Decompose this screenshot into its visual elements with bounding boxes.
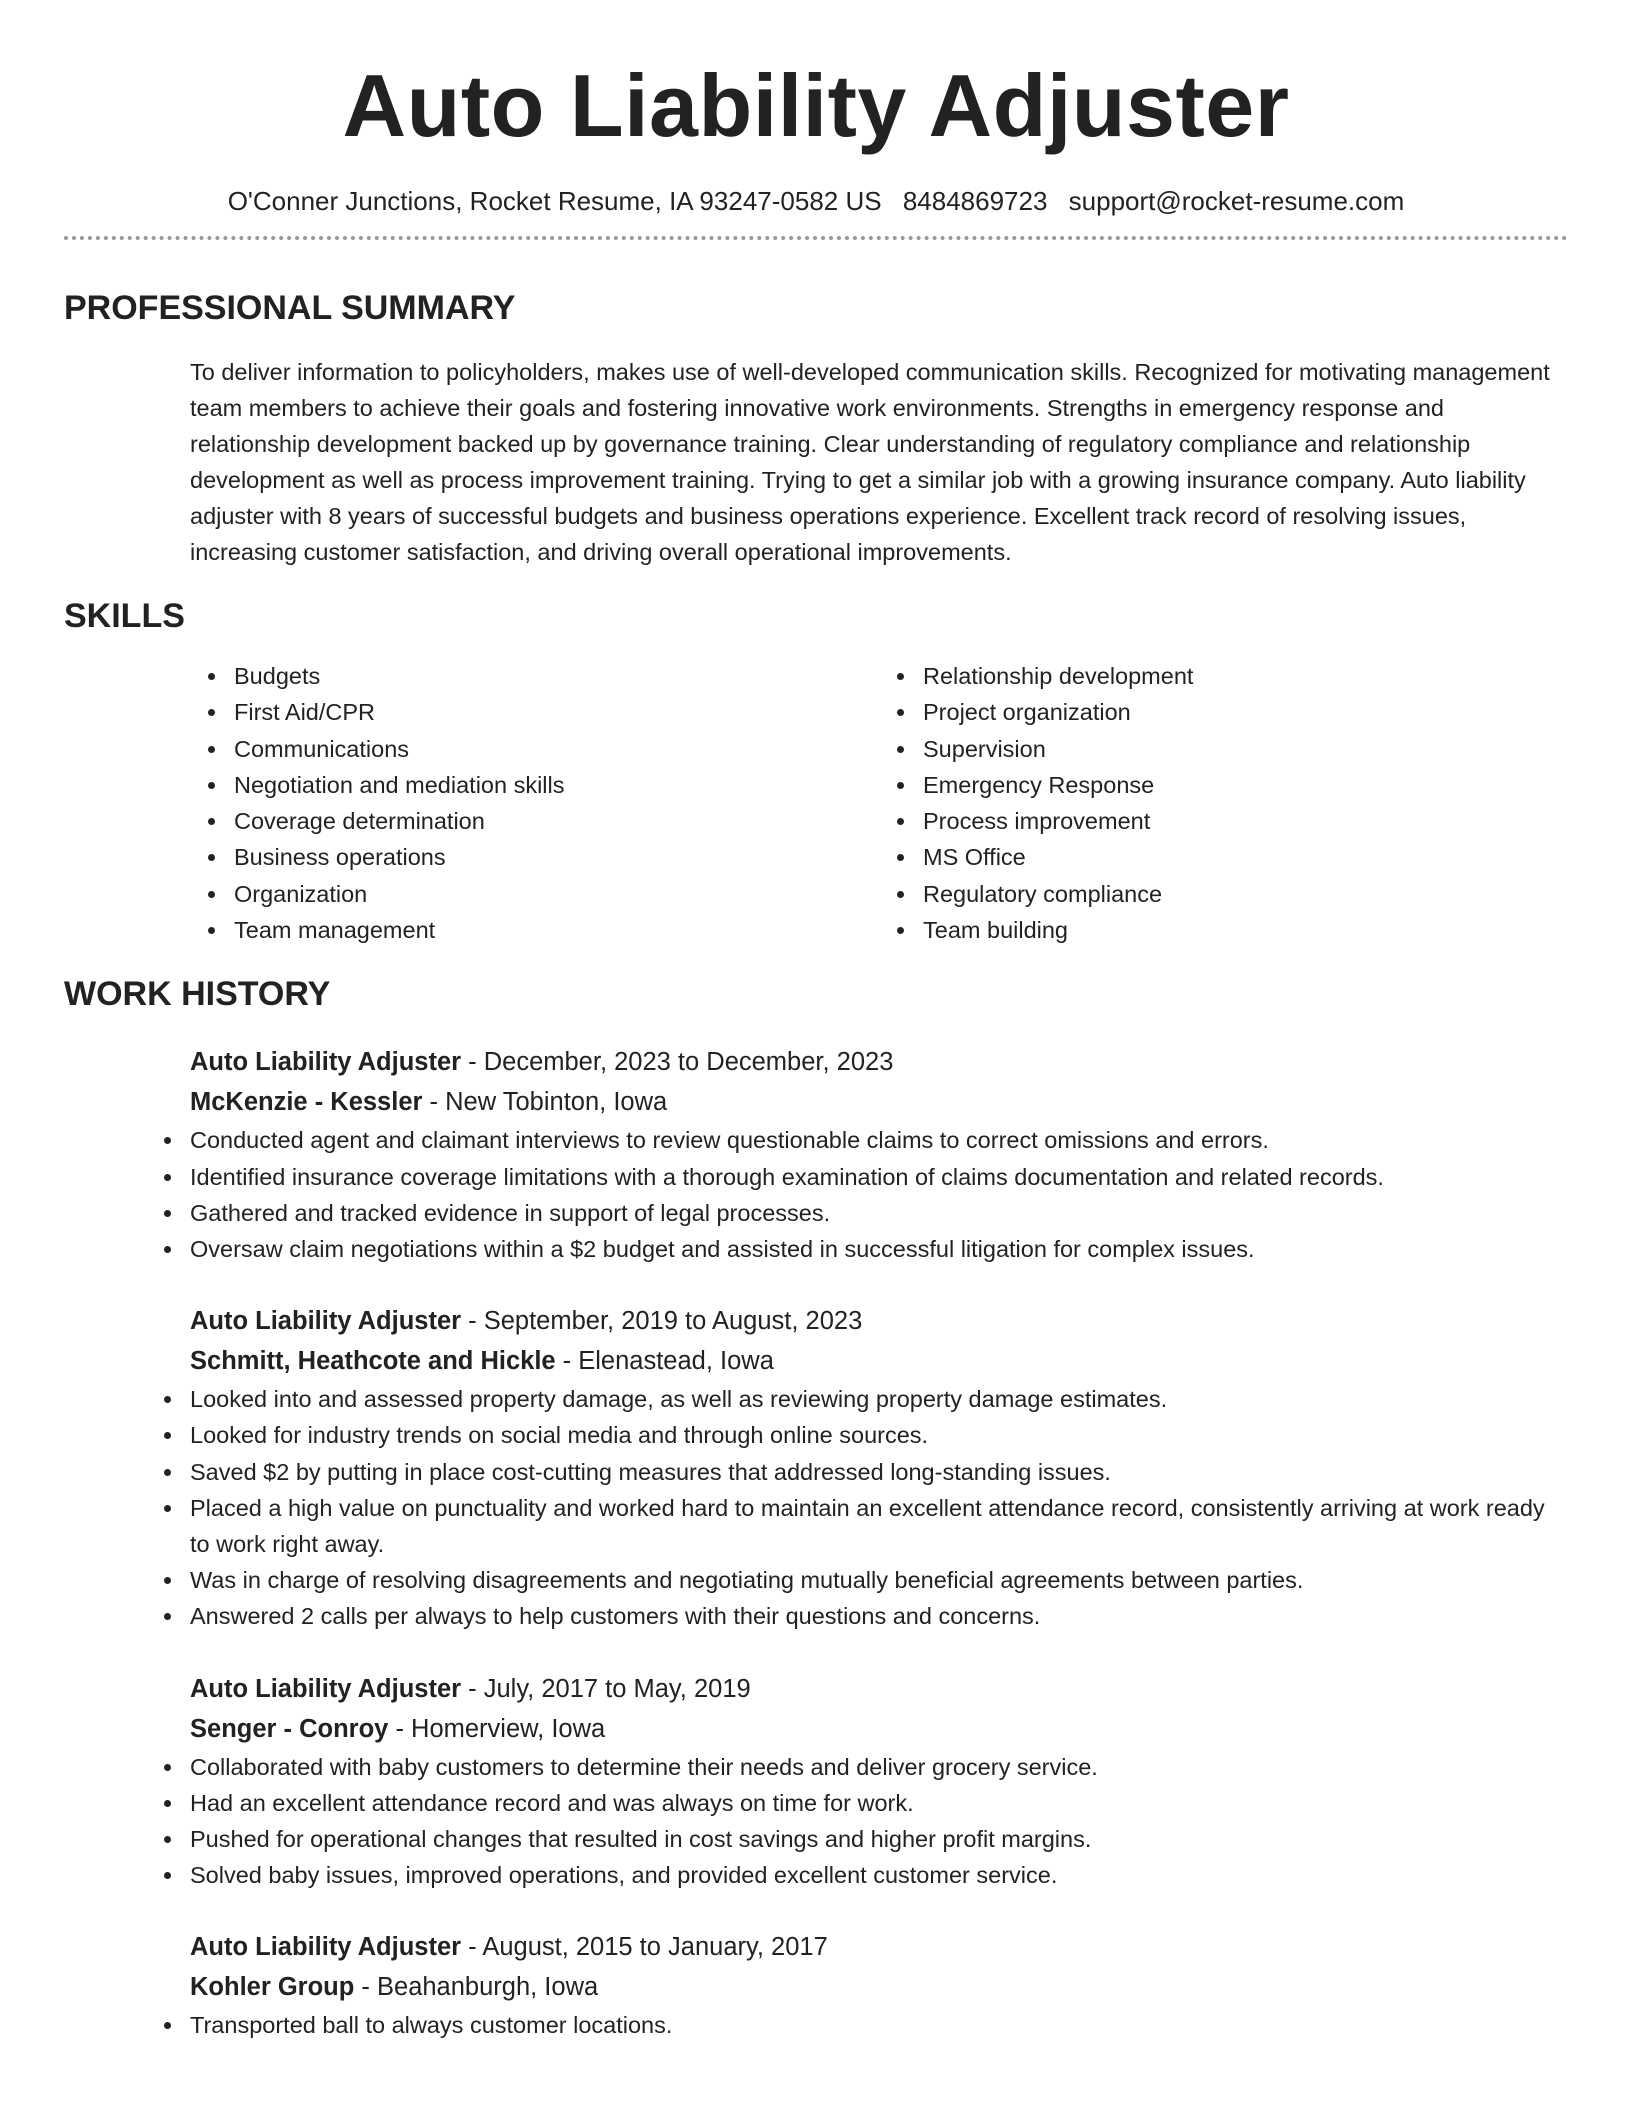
job-bullet: Conducted agent and claimant interviews to review questionable claims to correct omissions and errors. xyxy=(190,1122,1568,1158)
skill-item: Regulatory compliance xyxy=(923,876,1568,912)
summary-heading: PROFESSIONAL SUMMARY xyxy=(64,289,516,327)
skill-item: Team building xyxy=(923,912,1568,948)
work-history-list xyxy=(64,1042,1568,2043)
skill-item: First Aid/CPR xyxy=(234,694,879,730)
job-company-line xyxy=(190,1341,1568,1381)
job-company-line xyxy=(190,1967,1568,2007)
summary-text: To deliver information to policyholders, makes use of well-developed communication skills. Recognized for motivating management team members to achieve their goals and fostering innovative work environments. Strengths in emergency response and relationship development backed up by governance training. Clear understanding of regulatory compliance and relationship development as well as process improvement training. Trying to get a similar job with a growing insurance company. Auto liability adjuster with 8 years of successful budgets and business operations experience. Excellent track record of resolving issues, increasing customer satisfaction, and driving overall operational improvements. xyxy=(190,359,1550,565)
skill-item: Project organization xyxy=(923,694,1568,730)
skill-item: Negotiation and mediation skills xyxy=(234,767,879,803)
job-location: - Elenastead, Iowa xyxy=(555,1347,774,1376)
job-entry xyxy=(190,1042,1568,1267)
job-bullet: Pushed for operational changes that resulted in cost savings and higher profit margins. xyxy=(190,1821,1568,1857)
job-title-line xyxy=(190,1042,1568,1082)
job-dates: - September, 2019 to August, 2023 xyxy=(461,1307,863,1336)
job-bullet: Oversaw claim negotiations within a $2 budget and assisted in successful litigation for complex issues. xyxy=(190,1231,1568,1267)
job-bullets xyxy=(190,1381,1568,1634)
job-bullet: Gathered and tracked evidence in support of legal processes. xyxy=(190,1195,1568,1231)
job-title: Auto Liability Adjuster xyxy=(190,1048,462,1077)
skill-item: Business operations xyxy=(234,839,879,875)
job-bullet: Solved baby issues, improved operations, and provided excellent customer service. xyxy=(190,1857,1568,1893)
job-bullet: Looked into and assessed property damage, as well as reviewing property damage estimates. xyxy=(190,1381,1568,1417)
contact-line xyxy=(64,184,1568,218)
skill-item: Communications xyxy=(234,731,879,767)
job-title-line xyxy=(190,1301,1568,1341)
skill-item: Emergency Response xyxy=(923,767,1568,803)
job-dates: - August, 2015 to January, 2017 xyxy=(461,1933,828,1962)
job-bullets xyxy=(190,2007,1568,2043)
job-company-line xyxy=(190,1082,1568,1122)
job-entry xyxy=(190,1669,1568,1894)
job-title-line xyxy=(190,1669,1568,1709)
skill-item: MS Office xyxy=(923,839,1568,875)
contact-address: O'Conner Junctions, Rocket Resume, IA 93247-0582 US xyxy=(227,186,882,216)
job-company: Senger - Conroy xyxy=(190,1714,389,1743)
job-bullet: Was in charge of resolving disagreements and negotiating mutually beneficial agreements between parties. xyxy=(190,1562,1568,1598)
job-location: - Beahanburgh, Iowa xyxy=(354,1973,599,2002)
contact-email: support@rocket-resume.com xyxy=(1068,186,1405,216)
job-bullet: Placed a high value on punctuality and worked hard to maintain an excellent attendance record, consistently arriving at work ready to work right away. xyxy=(190,1490,1568,1562)
job-company: Kohler Group xyxy=(190,1973,355,2002)
skill-item: Supervision xyxy=(923,731,1568,767)
job-bullet: Looked for industry trends on social media and through online sources. xyxy=(190,1417,1568,1453)
job-bullet: Transported ball to always customer locations. xyxy=(190,2007,1568,2043)
job-bullet: Identified insurance coverage limitations with a thorough examination of claims documentation and related records. xyxy=(190,1159,1568,1195)
job-bullets xyxy=(190,1122,1568,1267)
job-title: Auto Liability Adjuster xyxy=(190,1307,462,1336)
job-company-line xyxy=(190,1709,1568,1749)
skills-heading: SKILLS xyxy=(64,597,185,635)
candidate-name: Auto Liability Adjuster xyxy=(342,56,1290,155)
skills-list xyxy=(64,658,1568,948)
job-company: Schmitt, Heathcote and Hickle xyxy=(190,1347,556,1376)
skill-item: Organization xyxy=(234,876,879,912)
contact-phone: 8484869723 xyxy=(902,186,1048,216)
header-divider xyxy=(64,236,1568,240)
skills-column-left xyxy=(190,658,879,948)
job-location: - Homerview, Iowa xyxy=(388,1714,606,1743)
job-title-line xyxy=(190,1927,1568,1967)
job-bullet: Collaborated with baby customers to determine their needs and deliver grocery service. xyxy=(190,1749,1568,1785)
job-bullets xyxy=(190,1749,1568,1894)
job-location: - New Tobinton, Iowa xyxy=(422,1088,668,1117)
skill-item: Coverage determination xyxy=(234,803,879,839)
job-entry xyxy=(190,1927,1568,2043)
job-entry xyxy=(190,1301,1568,1634)
job-title: Auto Liability Adjuster xyxy=(190,1933,462,1962)
skill-item: Relationship development xyxy=(923,658,1568,694)
work-history-heading: WORK HISTORY xyxy=(64,975,331,1014)
job-dates: - December, 2023 to December, 2023 xyxy=(461,1048,894,1077)
skills-column-right xyxy=(879,658,1568,948)
job-bullet: Saved $2 by putting in place cost-cutting measures that addressed long-standing issues. xyxy=(190,1454,1568,1490)
job-bullet: Answered 2 calls per always to help customers with their questions and concerns. xyxy=(190,1598,1568,1634)
skill-item: Budgets xyxy=(234,658,879,694)
job-company: McKenzie - Kessler xyxy=(190,1088,423,1117)
skill-item: Team management xyxy=(234,912,879,948)
job-title: Auto Liability Adjuster xyxy=(190,1674,462,1703)
job-bullet: Had an excellent attendance record and was always on time for work. xyxy=(190,1785,1568,1821)
job-dates: - July, 2017 to May, 2019 xyxy=(461,1674,751,1703)
skill-item: Process improvement xyxy=(923,803,1568,839)
